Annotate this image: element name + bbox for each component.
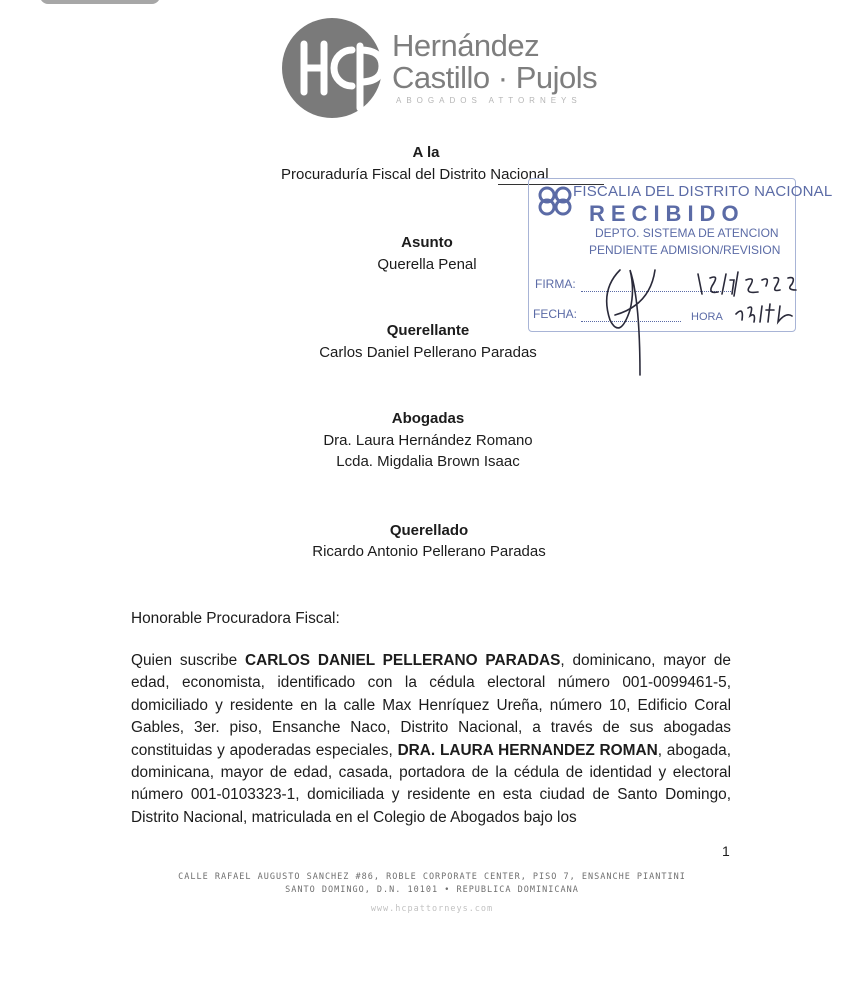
abogada-1: Dra. Laura Hernández Romano [323,432,533,449]
stamp-dept: DEPTO. SISTEMA DE ATENCION [595,226,779,240]
abogada-2: Lcda. Migdalia Brown Isaac [336,453,520,470]
querellante-value: Carlos Daniel Pellerano Paradas [319,344,537,361]
salutation: Honorable Procuradora Fiscal: [131,610,340,627]
firm-name-line2: Castillo · Pujols [392,60,598,95]
asunto-value: Querella Penal [377,256,477,273]
stamp-fecha-label: FECHA: [533,307,578,321]
a-la-heading: A la [412,144,440,161]
body-name-querellante: CARLOS DANIEL PELLERANO PARADAS [245,652,561,669]
recipient-line: Procuraduría Fiscal del Distrito Nacional [281,166,549,183]
stamp-pending: PENDIENTE ADMISION/REVISION [589,243,781,257]
body-paragraph [131,650,731,829]
top-tab-remnant [40,0,160,4]
body-name-abogada: DRA. LAURA HERNANDEZ ROMAN [397,741,658,759]
footer-address-2: SANTO DOMINGO, D.N. 10101 • REPUBLICA DOMINICANA [285,885,579,895]
stamp-office: FISCALIA DEL DISTRITO NACIONAL [573,183,833,200]
firm-tagline: ABOGADOS ATTORNEYS [396,96,582,105]
footer-address-1: CALLE RAFAEL AUGUSTO SANCHEZ #86, ROBLE CORPORATE CENTER, PISO 7, ENSANCHE PIANTINI [178,872,686,882]
page-number: 1 [722,843,730,859]
firm-name-line1: Hernández [392,28,540,63]
body-mid2: , abogada, dominicana, mayor de edad, casada, portadora de la cédula de identidad y electoral número 001-0103323-1, domiciliada y residente en esta ciudad de Santo Domingo, Distrito Nacional, matriculada en el Colegio de Abogados bajo los [131,741,731,826]
body-mid1: , dominicano, mayor de edad, economista, identificado con la cédula electoral número 001-0099461-5, domiciliado y residente en la calle Max Henríquez Ureña, número 10, Edificio Coral Gables, 3er. piso, Ensanche Naco, Distrito Nacional, a través de sus abogadas constituidas y apoderadas especiales, [131,652,731,759]
stamp-emblem-icon [535,185,575,217]
stamp-firma-label: FIRMA: [535,277,576,291]
footer-website: www.hcpattorneys.com [370,904,494,914]
querellante-label: Querellante [386,322,470,339]
asunto-label: Asunto [401,234,453,251]
abogadas-label: Abogadas [391,410,465,427]
querellado-value: Ricardo Antonio Pellerano Paradas [312,543,546,560]
stamp-hora-label: HORA [691,311,723,323]
stamp-status: RECIBIDO [589,201,745,226]
body-intro: Quien suscribe [131,652,246,669]
querellado-label: Querellado [389,522,469,539]
